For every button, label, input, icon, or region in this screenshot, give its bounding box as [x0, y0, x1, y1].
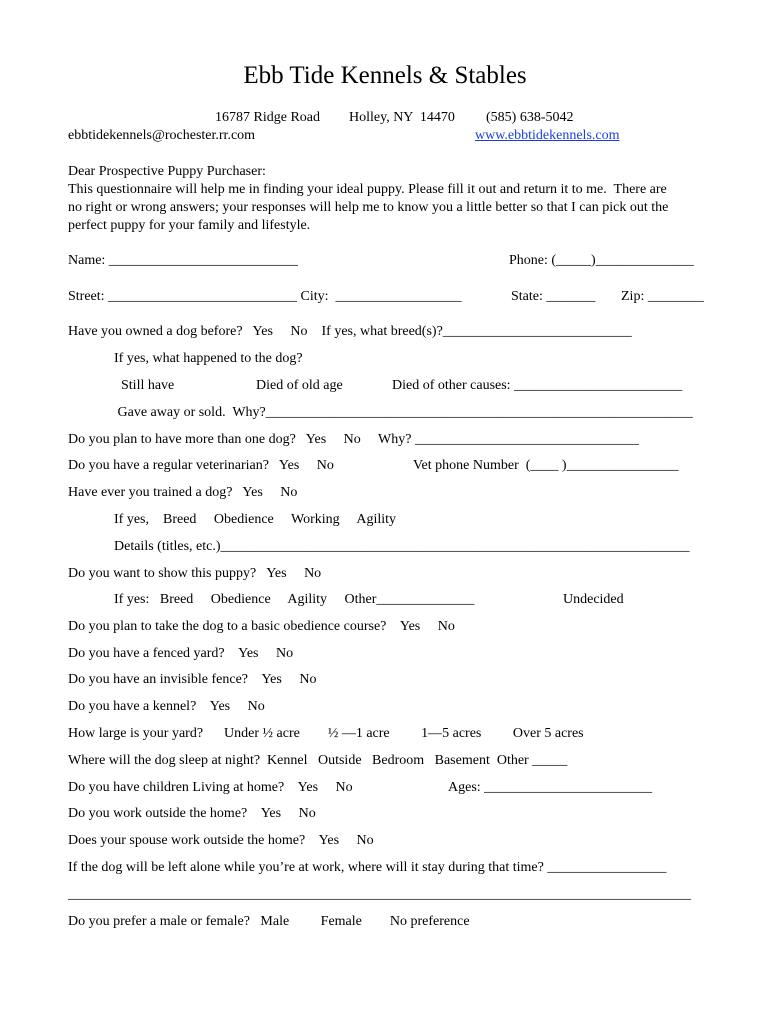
name-field[interactable]: Name: ___________________________: [68, 253, 298, 268]
show-puppy-question[interactable]: Do you want to show this puppy? Yes No: [68, 566, 322, 581]
kennel-title: Ebb Tide Kennels & Stables: [243, 62, 527, 89]
gave-away-option[interactable]: Gave away or sold. Why?_____________________________________________________________: [114, 405, 693, 420]
owned-dog-question[interactable]: Have you owned a dog before? Yes No If yes, what breed(s)?___________________________: [68, 324, 632, 339]
dog-alone-question[interactable]: If the dog will be left alone while you’re at work, where will it stay during that time? _________________: [68, 860, 667, 875]
more-than-one-dog-question[interactable]: Do you plan to have more than one dog? Yes No Why? ________________________________: [68, 432, 639, 447]
address-street: 16787 Ridge Road: [215, 110, 320, 125]
intro-line: perfect puppy for your family and lifestyle.: [68, 218, 311, 233]
yard-size-question[interactable]: How large is your yard? Under ½ acre ½ —1 acre 1—5 acres Over 5 acres: [68, 726, 584, 741]
died-other-causes-option[interactable]: Died of other causes: ________________________: [385, 378, 683, 393]
website-link[interactable]: www.ebbtidekennels.com: [475, 128, 620, 143]
details-titles-field[interactable]: Details (titles, etc.)___________________________________________________________________: [114, 539, 690, 554]
sleep-location-question[interactable]: Where will the dog sleep at night? Kennel Outside Bedroom Basement Other _____: [68, 753, 568, 768]
phone-field[interactable]: Phone: (_____)______________: [509, 253, 694, 268]
children-ages-field[interactable]: Ages: ________________________: [448, 780, 653, 795]
show-type-options[interactable]: If yes: Breed Obedience Agility Other______________: [114, 592, 475, 607]
undecided-option[interactable]: Undecided: [556, 592, 624, 607]
obedience-course-question[interactable]: Do you plan to take the dog to a basic obedience course? Yes No: [68, 619, 455, 634]
phone-number: (585) 638-5042: [486, 110, 574, 125]
intro-line: no right or wrong answers; your responses will help me to know you a little better so that I can pick out the: [68, 200, 669, 215]
vet-phone-field[interactable]: Vet phone Number (____ )________________: [413, 458, 679, 473]
fenced-yard-question[interactable]: Do you have a fenced yard? Yes No: [68, 646, 294, 661]
email-address: ebbtidekennels@rochester.rr.com: [68, 128, 256, 143]
spouse-work-question[interactable]: Does your spouse work outside the home? Yes No: [68, 833, 374, 848]
died-old-age-option[interactable]: Died of old age: [249, 378, 343, 393]
male-female-question[interactable]: Do you prefer a male or female? Male Female No preference: [68, 914, 470, 929]
veterinarian-question[interactable]: Do you have a regular veterinarian? Yes No: [68, 458, 334, 473]
salutation: Dear Prospective Puppy Purchaser:: [68, 164, 266, 179]
street-city-field[interactable]: Street: ___________________________ City: __________________: [68, 289, 462, 304]
invisible-fence-question[interactable]: Do you have an invisible fence? Yes No: [68, 672, 317, 687]
dog-alone-answer-line[interactable]: _________________________________________________________________________________________: [68, 887, 691, 902]
still-have-option[interactable]: Still have: [114, 378, 175, 393]
work-outside-question[interactable]: Do you work outside the home? Yes No: [68, 806, 316, 821]
what-happened-question: If yes, what happened to the dog?: [114, 351, 303, 366]
state-field[interactable]: State: _______: [511, 289, 596, 304]
intro-line: This questionnaire will help me in finding your ideal puppy. Please fill it out and return it to me. There are: [68, 182, 667, 197]
kennel-question[interactable]: Do you have a kennel? Yes No: [68, 699, 265, 714]
children-question[interactable]: Do you have children Living at home? Yes No: [68, 780, 353, 795]
training-type-options[interactable]: If yes, Breed Obedience Working Agility: [114, 512, 397, 527]
zip-field[interactable]: Zip: ________: [621, 289, 704, 304]
address-city: Holley, NY 14470: [349, 110, 455, 125]
trained-dog-question[interactable]: Have ever you trained a dog? Yes No: [68, 485, 298, 500]
